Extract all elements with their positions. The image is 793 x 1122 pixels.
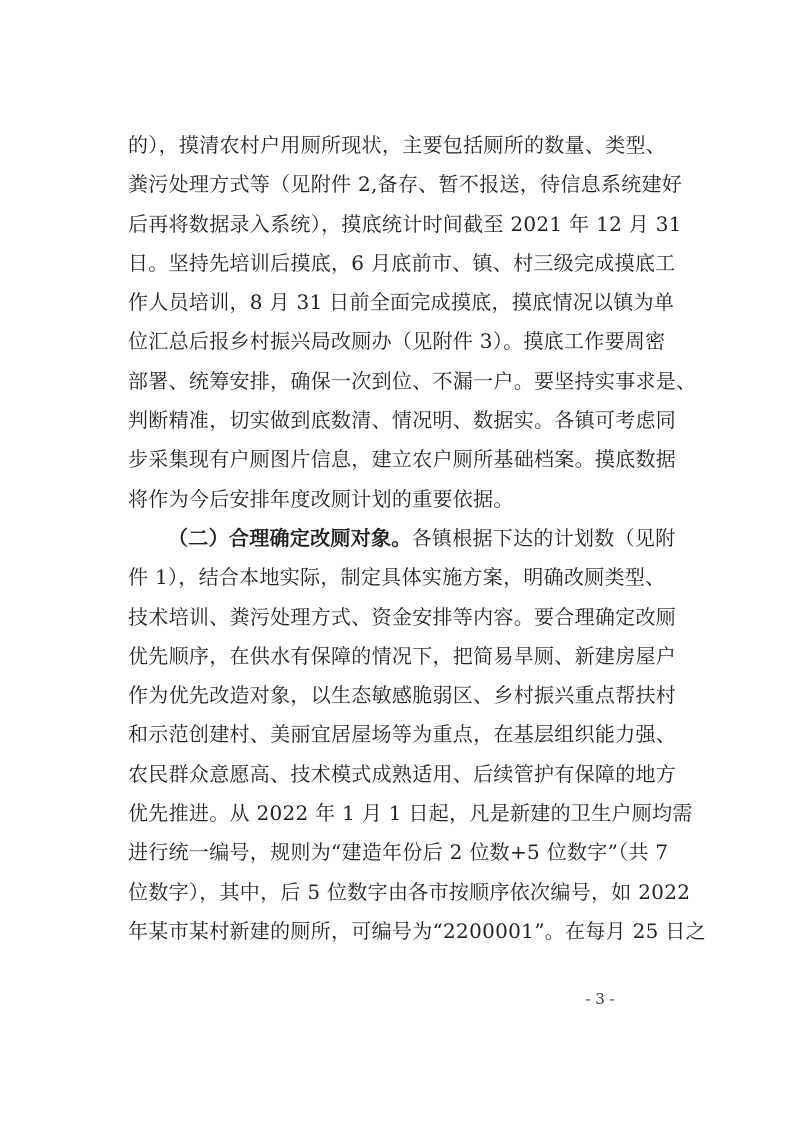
text-line: 位汇总后报乡村振兴局改厕办（见附件 3）。摸底工作要周密: [128, 329, 666, 354]
text-line: 优先推进。从 2022 年 1 月 1 日起，凡是新建的卫生户厕均需: [128, 801, 693, 826]
page-number: - 3 -: [585, 990, 615, 1008]
text-line: 和示范创建村、美丽宜居屋场等为重点，在基层组织能力强、: [128, 722, 677, 747]
text-line: 年某市某村新建的厕所，可编号为“2200001”。在每月 25 日之: [128, 918, 706, 943]
paragraph-1: [128, 126, 697, 519]
text-line: 部署、统筹安排，确保一次到位、不漏一户。要坚持实事求是、: [128, 368, 697, 393]
text-line: 作为优先改造对象，以生态敏感脆弱区、乡村振兴重点帮扶村: [128, 683, 677, 708]
text-line: 进行统一编号，规则为“建造年份后 2 位数+5 位数字”（共 7: [128, 840, 669, 865]
text-line: 后再将数据录入系统），摸底统计时间截至 2021 年 12 月 31: [128, 211, 682, 236]
text-line: 判断精准，切实做到底数清、情况明、数据实。各镇可考虑同: [128, 408, 677, 433]
text-line: 优先顺序，在供水有保障的情况下，把简易旱厕、新建房屋户: [128, 643, 677, 668]
paragraph-2: [128, 519, 706, 951]
text-line: 步采集现有户厕图片信息，建立农户厕所基础档案。摸底数据: [128, 447, 677, 472]
text-line: 位数字），其中，后 5 位数字由各市按顺序依次编号，如 2022: [128, 879, 691, 904]
text-line: 件 1），结合本地实际，制定具体实施方案，明确改厕类型、: [128, 565, 666, 590]
body-text: [128, 126, 706, 951]
heading-line-text: 各镇根据下达的计划数（见附: [411, 525, 676, 550]
text-line: 将作为今后安排年度改厕计划的重要依据。: [128, 486, 514, 511]
text-line: [128, 519, 688, 558]
text-line: 农民群众意愿高、技术模式成熟适用、后续管护有保障的地方: [128, 761, 677, 786]
text-line: 的），摸清农村户用厕所现状，主要包括厕所的数量、类型、: [128, 133, 667, 157]
section-heading: （二）合理确定改厕对象。: [168, 525, 412, 550]
text-line: 日。坚持先培训后摸底，6 月底前市、镇、村三级完成摸底工: [128, 250, 676, 275]
text-line: 技术培训、粪污处理方式、资金安排等内容。要合理确定改厕: [128, 604, 677, 629]
text-line: 作人员培训，8 月 31 日前全面完成摸底，摸底情况以镇为单: [128, 290, 675, 315]
text-line: 粪污处理方式等（见附件 2,备存、暂不报送，待信息系统建好: [128, 172, 683, 197]
